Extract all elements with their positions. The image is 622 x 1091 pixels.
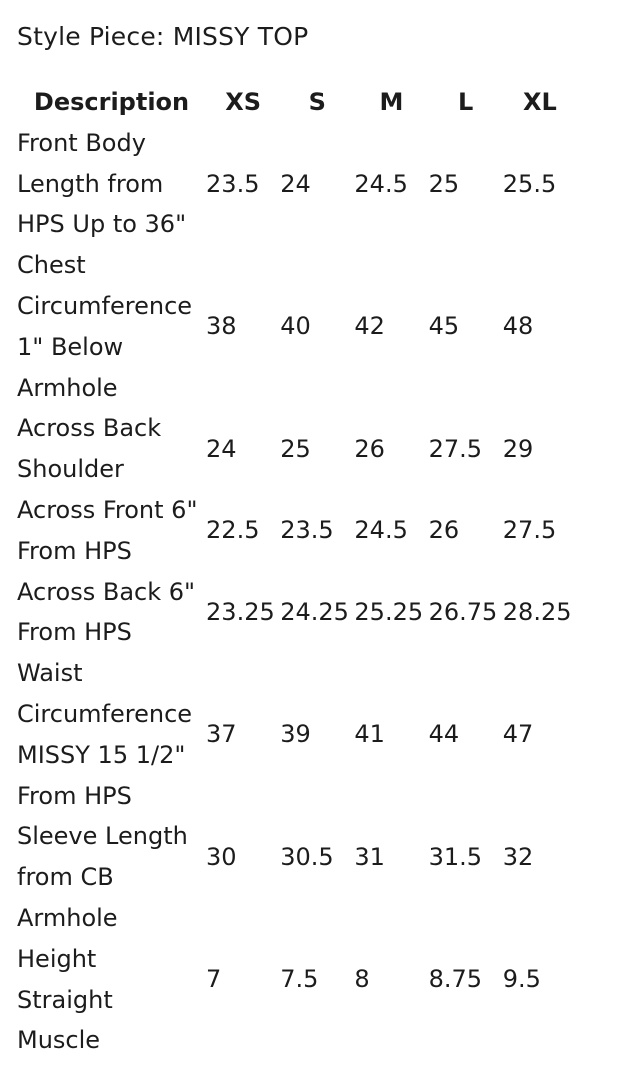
value-m: 31 (354, 842, 385, 871)
description-line: Across Front 6" (17, 495, 198, 524)
header-size-xl: XL (522, 88, 557, 116)
value-l: 27.5 (428, 434, 483, 463)
row-description (17, 123, 206, 245)
value-s: 7.5 (280, 965, 319, 994)
value-xs: 38 (206, 312, 237, 341)
table-row (17, 408, 577, 490)
value-xl: 32 (502, 842, 534, 871)
header-description: Description (33, 88, 190, 116)
value-m: 42 (354, 312, 385, 341)
value-xl: 9.5 (502, 965, 541, 994)
value-m: 41 (354, 720, 385, 749)
value-s: 30.5 (280, 842, 334, 871)
value-xl: 27.5 (502, 516, 557, 545)
value-xl: 29 (502, 434, 534, 463)
description-line: Circumference (17, 699, 193, 728)
row-description (17, 490, 206, 572)
row-description (17, 898, 206, 1061)
description-line: Chest (17, 251, 86, 280)
table-row (17, 245, 577, 408)
description-line: Across Back 6" (17, 577, 196, 606)
value-l: 26.75 (428, 597, 498, 626)
value-l: 25 (428, 169, 460, 198)
value-m: 24.5 (354, 169, 408, 198)
value-m: 8 (354, 965, 370, 994)
row-description (17, 245, 206, 408)
value-l: 8.75 (428, 965, 483, 994)
value-xs: 24 (206, 434, 237, 463)
page-title: Style Piece: MISSY TOP (17, 22, 309, 51)
header-size-s: S (308, 88, 326, 116)
value-m: 25.25 (354, 597, 424, 626)
value-s: 23.5 (280, 516, 334, 545)
table-row (17, 490, 577, 572)
description-line: From HPS (17, 536, 132, 565)
description-line: Armhole (17, 903, 118, 932)
value-l: 26 (428, 516, 460, 545)
value-xs: 30 (206, 842, 237, 871)
value-m: 24.5 (354, 516, 408, 545)
description-line: From HPS (17, 781, 132, 810)
value-l: 31.5 (428, 842, 483, 871)
description-line: Length from (17, 169, 164, 198)
description-line: Straight (17, 985, 113, 1014)
description-line: from CB (17, 863, 114, 892)
value-s: 40 (280, 312, 311, 341)
table-header-row (17, 82, 577, 123)
description-line: Waist (17, 659, 83, 688)
table-row (17, 653, 577, 816)
description-line: Armhole (17, 373, 118, 402)
description-line: Circumference (17, 291, 193, 320)
value-xl: 25.5 (502, 169, 557, 198)
value-s: 25 (280, 434, 311, 463)
value-l: 45 (428, 312, 460, 341)
value-xs: 22.5 (206, 516, 260, 545)
description-line: Across Back (17, 414, 162, 443)
description-line: From HPS (17, 618, 132, 647)
table-row (17, 898, 577, 1061)
row-description (17, 572, 206, 654)
value-l: 44 (428, 720, 460, 749)
table-row (17, 572, 577, 654)
description-line: Front Body (17, 128, 146, 157)
description-line: Muscle (17, 1026, 101, 1055)
description-line: Height (17, 944, 97, 973)
description-line: MISSY 15 1/2" (17, 740, 186, 769)
description-line: Sleeve Length (17, 822, 188, 851)
value-xs: 37 (206, 720, 237, 749)
header-size-m: M (379, 88, 404, 116)
value-s: 24.25 (280, 597, 349, 626)
description-line: HPS Up to 36" (17, 210, 187, 239)
description-line: 1" Below (17, 332, 124, 361)
row-description (17, 816, 206, 898)
size-table (17, 82, 577, 1061)
value-s: 39 (280, 720, 311, 749)
value-m: 26 (354, 434, 385, 463)
value-xs: 23.25 (206, 597, 275, 626)
row-description (17, 408, 206, 490)
value-xs: 7 (206, 965, 222, 994)
value-xl: 28.25 (502, 597, 572, 626)
header-size-l: L (458, 88, 474, 116)
header-size-xs: XS (225, 88, 262, 116)
table-row (17, 123, 577, 245)
description-line: Shoulder (17, 455, 124, 484)
value-xs: 23.5 (206, 169, 260, 198)
value-s: 24 (280, 169, 311, 198)
value-xl: 48 (502, 312, 534, 341)
row-description (17, 653, 206, 816)
table-row (17, 816, 577, 898)
value-xl: 47 (502, 720, 534, 749)
